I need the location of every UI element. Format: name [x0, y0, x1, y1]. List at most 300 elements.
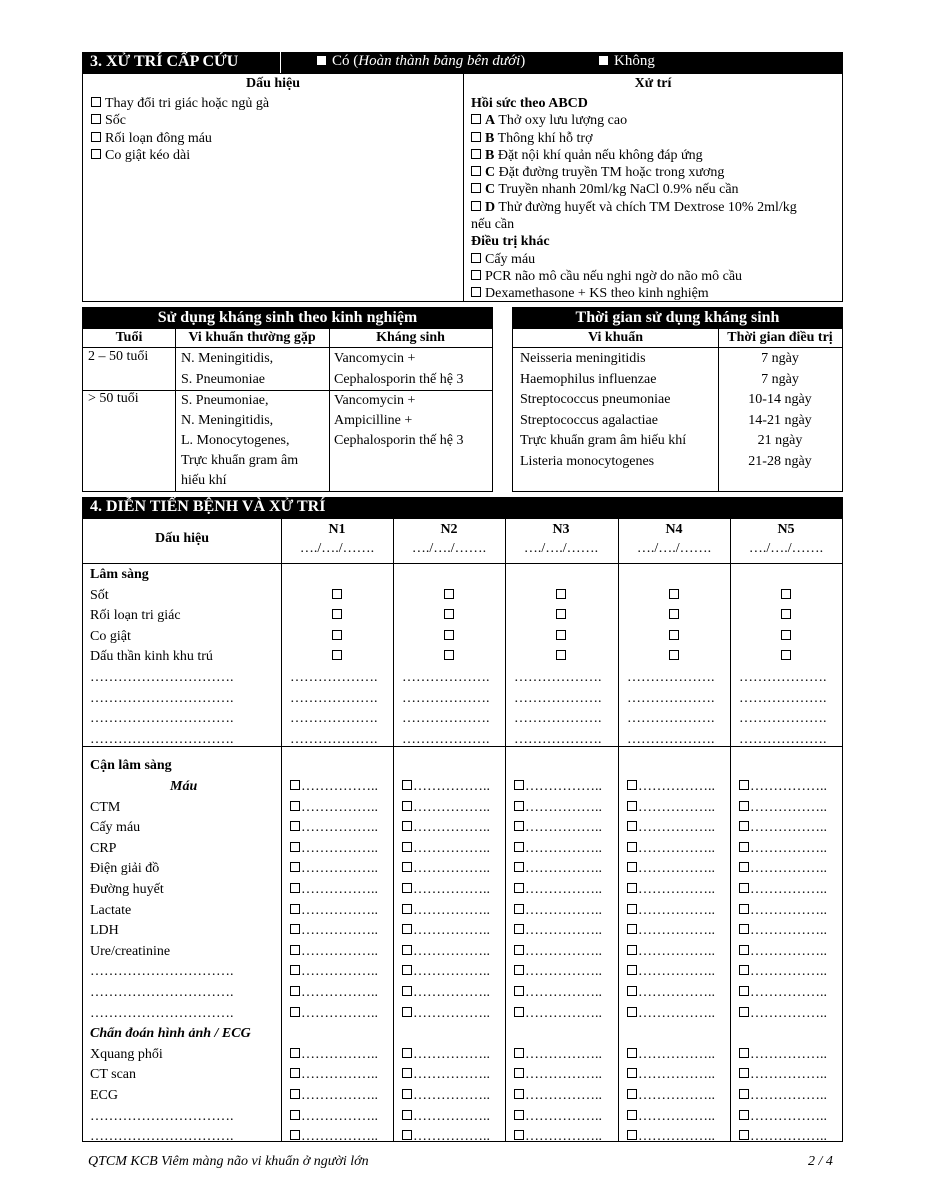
day-note-field[interactable]: ……………….	[627, 690, 715, 706]
day-result-field[interactable]	[627, 962, 715, 983]
result-blank[interactable]: ……………..	[525, 861, 602, 877]
result-blank[interactable]: ……………..	[301, 861, 378, 877]
day-note-field[interactable]: ……………….	[514, 711, 602, 727]
checkbox-icon[interactable]	[781, 589, 791, 599]
day-checkbox[interactable]	[393, 606, 505, 627]
day-result-field[interactable]	[627, 1127, 715, 1148]
checkbox-icon[interactable]	[332, 609, 342, 619]
checkbox-icon[interactable]	[514, 1110, 524, 1120]
checkbox-icon[interactable]	[471, 201, 481, 211]
day-result-field[interactable]	[739, 921, 827, 942]
checkbox-icon[interactable]	[739, 945, 749, 955]
day-result-field[interactable]	[290, 859, 378, 880]
day-note-field[interactable]: ……………….	[739, 711, 827, 727]
checkbox-icon[interactable]	[290, 924, 300, 934]
day-result-field[interactable]	[739, 1045, 827, 1066]
checkbox-icon[interactable]	[514, 1130, 524, 1140]
day-result-field[interactable]	[739, 880, 827, 901]
result-blank[interactable]: ……………..	[413, 902, 490, 918]
checkbox-icon[interactable]	[290, 945, 300, 955]
result-blank[interactable]: ……………..	[638, 923, 715, 939]
result-blank[interactable]: ……………..	[638, 964, 715, 980]
day-result-field[interactable]	[739, 1107, 827, 1128]
result-blank[interactable]: ……………..	[525, 902, 602, 918]
checkbox-icon[interactable]	[556, 630, 566, 640]
day-checkbox[interactable]	[393, 586, 505, 607]
result-blank[interactable]: ……………..	[413, 1088, 490, 1103]
abcd-item[interactable]	[471, 130, 797, 147]
checkbox-icon[interactable]	[471, 166, 481, 176]
day-result-field[interactable]	[290, 1107, 378, 1128]
day-result-field[interactable]	[627, 818, 715, 839]
result-blank[interactable]: ……………..	[525, 923, 602, 939]
checkbox-icon[interactable]	[627, 1110, 637, 1120]
checkbox-icon[interactable]	[514, 883, 524, 893]
date-input[interactable]: …./…./…….	[411, 541, 487, 556]
result-blank[interactable]: ……………..	[525, 882, 602, 897]
checkbox-icon[interactable]	[290, 1130, 300, 1140]
checkbox-icon[interactable]	[739, 1110, 749, 1120]
day-result-field[interactable]	[514, 901, 602, 922]
checkbox-icon[interactable]	[332, 630, 342, 640]
checkbox-icon[interactable]	[627, 904, 637, 914]
result-blank[interactable]: ……………..	[301, 882, 378, 897]
day-result-field[interactable]	[514, 1086, 602, 1107]
result-blank[interactable]: ……………..	[638, 985, 715, 1000]
result-blank[interactable]: ……………..	[413, 1046, 490, 1062]
checkbox-icon[interactable]	[669, 650, 679, 660]
day-note-field[interactable]: ……………….	[402, 711, 490, 727]
checkbox-icon[interactable]	[471, 253, 481, 263]
checkbox-icon[interactable]	[290, 862, 300, 872]
checkbox-icon[interactable]	[514, 780, 524, 790]
day-result-field[interactable]	[739, 777, 827, 798]
blank-sign-field[interactable]: ………………………….	[90, 670, 234, 685]
day-result-field[interactable]	[627, 1065, 715, 1086]
result-blank[interactable]: ……………..	[525, 1088, 602, 1103]
checkbox-icon[interactable]	[514, 945, 524, 955]
result-blank[interactable]: ……………..	[638, 820, 715, 836]
blank-sign-field[interactable]: ………………………….	[90, 690, 234, 706]
result-blank[interactable]: ……………..	[413, 882, 490, 897]
result-blank[interactable]: ……………..	[638, 1067, 715, 1083]
day-checkbox[interactable]	[730, 586, 842, 607]
date-input[interactable]: …./…./…….	[299, 541, 375, 556]
blank-lab-field[interactable]: ………………………….	[90, 964, 234, 980]
blank-sign-field[interactable]: ………………………….	[90, 711, 234, 727]
abcd-item[interactable]	[471, 112, 797, 129]
checkbox-icon[interactable]	[402, 945, 412, 955]
checkbox-icon[interactable]	[290, 965, 300, 975]
checkbox-icon[interactable]	[471, 114, 481, 124]
day-result-field[interactable]	[402, 818, 490, 839]
result-blank[interactable]: ……………..	[301, 902, 378, 918]
result-blank[interactable]: ……………..	[301, 779, 378, 794]
checkbox-icon[interactable]	[739, 821, 749, 831]
checkbox-icon[interactable]	[627, 1007, 637, 1017]
result-blank[interactable]: ……………..	[525, 820, 602, 836]
day-result-field[interactable]	[290, 1127, 378, 1148]
abcd-item[interactable]	[471, 147, 797, 164]
checkbox-icon[interactable]	[514, 1068, 524, 1078]
checkbox-icon[interactable]	[290, 1110, 300, 1120]
day-result-field[interactable]	[627, 839, 715, 860]
day-result-field[interactable]	[402, 942, 490, 963]
checkbox-icon[interactable]	[290, 1089, 300, 1099]
result-blank[interactable]: ……………..	[525, 1067, 602, 1083]
day-result-field[interactable]	[627, 1086, 715, 1107]
result-blank[interactable]: ……………..	[413, 1129, 490, 1145]
result-blank[interactable]: ……………..	[301, 964, 378, 980]
result-blank[interactable]: ……………..	[638, 1046, 715, 1062]
result-blank[interactable]: ……………..	[750, 799, 827, 815]
day-checkbox[interactable]	[730, 627, 842, 648]
checkbox-icon[interactable]	[332, 650, 342, 660]
day-checkbox[interactable]	[281, 647, 393, 668]
checkbox-icon[interactable]	[514, 1007, 524, 1017]
day-result-field[interactable]	[290, 1065, 378, 1086]
blank-imaging-field[interactable]: ………………………….	[90, 1108, 234, 1124]
day-result-field[interactable]	[402, 880, 490, 901]
day-result-field[interactable]	[290, 921, 378, 942]
checkbox-icon[interactable]	[627, 965, 637, 975]
day-result-field[interactable]	[627, 859, 715, 880]
blank-sign-field[interactable]: ………………………….	[90, 731, 234, 747]
result-blank[interactable]: ……………..	[301, 1067, 378, 1083]
checkbox-icon[interactable]	[332, 589, 342, 599]
result-blank[interactable]: ……………..	[413, 1067, 490, 1083]
day-note-field[interactable]: ……………….	[627, 711, 715, 727]
day-result-field[interactable]	[402, 1065, 490, 1086]
result-blank[interactable]: ……………..	[638, 1108, 715, 1124]
result-blank[interactable]: ……………..	[638, 902, 715, 918]
result-blank[interactable]: ……………..	[301, 1005, 378, 1021]
date-input[interactable]: …./…./…….	[636, 541, 712, 556]
day-result-field[interactable]	[402, 921, 490, 942]
day-checkbox[interactable]	[505, 586, 617, 607]
day-checkbox[interactable]	[618, 606, 730, 627]
result-blank[interactable]: ……………..	[750, 861, 827, 877]
day-result-field[interactable]	[514, 777, 602, 798]
blank-imaging-field[interactable]: ………………………….	[90, 1129, 234, 1145]
checkbox-icon[interactable]	[402, 1068, 412, 1078]
day-checkbox[interactable]	[730, 606, 842, 627]
result-blank[interactable]: ……………..	[413, 964, 490, 980]
day-result-field[interactable]	[290, 818, 378, 839]
result-blank[interactable]: ……………..	[638, 779, 715, 794]
result-blank[interactable]: ……………..	[525, 840, 602, 856]
day-checkbox[interactable]	[281, 586, 393, 607]
checkbox-icon[interactable]	[514, 1048, 524, 1058]
day-result-field[interactable]	[627, 777, 715, 798]
checkbox-icon[interactable]	[556, 650, 566, 660]
day-result-field[interactable]	[290, 983, 378, 1004]
checkbox-icon[interactable]	[402, 1130, 412, 1140]
day-result-field[interactable]	[627, 1107, 715, 1128]
day-note-field[interactable]: ……………….	[514, 731, 602, 747]
checkbox-icon[interactable]	[290, 821, 300, 831]
checkbox-icon[interactable]	[627, 1089, 637, 1099]
other-item[interactable]	[471, 285, 797, 302]
day-result-field[interactable]	[514, 1045, 602, 1066]
result-blank[interactable]: ……………..	[750, 820, 827, 836]
day-result-field[interactable]	[514, 1127, 602, 1148]
result-blank[interactable]: ……………..	[750, 840, 827, 856]
day-note-field[interactable]: ……………….	[290, 670, 378, 685]
day-result-field[interactable]	[627, 798, 715, 819]
day-result-field[interactable]	[402, 901, 490, 922]
checkbox-icon[interactable]	[402, 780, 412, 790]
checkbox-icon[interactable]	[290, 1007, 300, 1017]
checkbox-icon[interactable]	[739, 965, 749, 975]
checkbox-icon[interactable]	[739, 1007, 749, 1017]
checkbox-icon[interactable]	[739, 1048, 749, 1058]
checkbox-icon[interactable]	[669, 609, 679, 619]
day-result-field[interactable]	[402, 777, 490, 798]
result-blank[interactable]: ……………..	[638, 1129, 715, 1145]
result-blank[interactable]: ……………..	[301, 1108, 378, 1124]
day-result-field[interactable]	[739, 1127, 827, 1148]
checkbox-icon[interactable]	[290, 883, 300, 893]
result-blank[interactable]: ……………..	[750, 902, 827, 918]
result-blank[interactable]: ……………..	[413, 985, 490, 1000]
checkbox-icon[interactable]	[739, 801, 749, 811]
day-checkbox[interactable]	[505, 627, 617, 648]
result-blank[interactable]: ……………..	[413, 840, 490, 856]
result-blank[interactable]: ……………..	[750, 943, 827, 959]
checkbox-icon[interactable]	[739, 780, 749, 790]
checkbox-icon[interactable]	[290, 801, 300, 811]
day-note-field[interactable]: ……………….	[402, 690, 490, 706]
checkbox-icon[interactable]	[444, 609, 454, 619]
result-blank[interactable]: ……………..	[750, 1088, 827, 1103]
abcd-item[interactable]	[471, 199, 797, 216]
day-result-field[interactable]	[627, 983, 715, 1004]
checkbox-icon[interactable]	[739, 883, 749, 893]
checkbox-icon[interactable]	[91, 114, 101, 124]
day-checkbox[interactable]	[730, 647, 842, 668]
checkbox-icon[interactable]	[444, 589, 454, 599]
result-blank[interactable]: ……………..	[638, 943, 715, 959]
day-result-field[interactable]	[514, 1107, 602, 1128]
result-blank[interactable]: ……………..	[750, 985, 827, 1000]
checkbox-icon[interactable]	[402, 1048, 412, 1058]
day-result-field[interactable]	[739, 859, 827, 880]
checkbox-icon[interactable]	[471, 183, 481, 193]
result-blank[interactable]: ……………..	[638, 861, 715, 877]
result-blank[interactable]: ……………..	[525, 964, 602, 980]
result-blank[interactable]: ……………..	[750, 1129, 827, 1145]
abcd-item[interactable]	[471, 164, 797, 181]
abcd-item[interactable]	[471, 181, 797, 198]
checkbox-icon[interactable]	[290, 780, 300, 790]
day-result-field[interactable]	[402, 859, 490, 880]
day-result-field[interactable]	[739, 798, 827, 819]
checkbox-icon[interactable]	[471, 132, 481, 142]
day-result-field[interactable]	[739, 1065, 827, 1086]
checkbox-icon[interactable]	[91, 97, 101, 107]
checkbox-icon[interactable]	[627, 842, 637, 852]
day-note-field[interactable]: ……………….	[290, 690, 378, 706]
result-blank[interactable]: ……………..	[301, 1088, 378, 1103]
checkbox-icon[interactable]	[739, 1089, 749, 1099]
checkbox-icon[interactable]	[402, 801, 412, 811]
checkbox-icon[interactable]	[471, 287, 481, 297]
checkbox-icon[interactable]	[444, 630, 454, 640]
result-blank[interactable]: ……………..	[413, 1108, 490, 1124]
day-result-field[interactable]	[739, 1004, 827, 1025]
checkbox-icon[interactable]	[627, 1068, 637, 1078]
checkbox-icon[interactable]	[402, 986, 412, 996]
day-result-field[interactable]	[739, 901, 827, 922]
checkbox-icon[interactable]	[739, 842, 749, 852]
day-checkbox[interactable]	[281, 627, 393, 648]
day-result-field[interactable]	[402, 1004, 490, 1025]
day-note-field[interactable]: ……………….	[739, 690, 827, 706]
result-blank[interactable]: ……………..	[638, 840, 715, 856]
result-blank[interactable]: ……………..	[750, 779, 827, 794]
day-note-field[interactable]: ……………….	[627, 731, 715, 747]
day-result-field[interactable]	[739, 962, 827, 983]
day-note-field[interactable]: ……………….	[290, 731, 378, 747]
result-blank[interactable]: ……………..	[638, 882, 715, 897]
day-note-field[interactable]: ……………….	[739, 670, 827, 685]
day-result-field[interactable]	[290, 1086, 378, 1107]
day-result-field[interactable]	[514, 1065, 602, 1086]
yes-checkbox-icon[interactable]	[317, 56, 326, 65]
day-result-field[interactable]	[290, 798, 378, 819]
day-note-field[interactable]: ……………….	[290, 711, 378, 727]
day-result-field[interactable]	[627, 942, 715, 963]
result-blank[interactable]: ……………..	[525, 1129, 602, 1145]
result-blank[interactable]: ……………..	[301, 1129, 378, 1145]
day-note-field[interactable]: ……………….	[402, 670, 490, 685]
day-result-field[interactable]	[402, 1086, 490, 1107]
result-blank[interactable]: ……………..	[413, 923, 490, 939]
checkbox-icon[interactable]	[402, 1089, 412, 1099]
day-result-field[interactable]	[402, 839, 490, 860]
checkbox-icon[interactable]	[290, 986, 300, 996]
result-blank[interactable]: ……………..	[750, 1005, 827, 1021]
day-result-field[interactable]	[739, 818, 827, 839]
result-blank[interactable]: ……………..	[750, 1067, 827, 1083]
result-blank[interactable]: ……………..	[525, 1046, 602, 1062]
checkbox-icon[interactable]	[402, 1110, 412, 1120]
checkbox-icon[interactable]	[627, 883, 637, 893]
result-blank[interactable]: ……………..	[413, 1005, 490, 1021]
checkbox-icon[interactable]	[471, 149, 481, 159]
result-blank[interactable]: ……………..	[413, 943, 490, 959]
result-blank[interactable]: ……………..	[301, 943, 378, 959]
day-result-field[interactable]	[739, 983, 827, 1004]
checkbox-icon[interactable]	[627, 862, 637, 872]
day-result-field[interactable]	[514, 1004, 602, 1025]
checkbox-icon[interactable]	[556, 589, 566, 599]
day-result-field[interactable]	[627, 1045, 715, 1066]
checkbox-icon[interactable]	[402, 924, 412, 934]
checkbox-icon[interactable]	[627, 924, 637, 934]
day-result-field[interactable]	[402, 983, 490, 1004]
checkbox-icon[interactable]	[627, 821, 637, 831]
day-note-field[interactable]: ……………….	[402, 731, 490, 747]
sign-item[interactable]	[91, 112, 269, 129]
checkbox-icon[interactable]	[402, 965, 412, 975]
day-result-field[interactable]	[514, 859, 602, 880]
day-checkbox[interactable]	[393, 647, 505, 668]
date-input[interactable]: …./…./…….	[523, 541, 599, 556]
result-blank[interactable]: ……………..	[301, 923, 378, 939]
result-blank[interactable]: ……………..	[750, 1046, 827, 1062]
result-blank[interactable]: ……………..	[750, 964, 827, 980]
checkbox-icon[interactable]	[627, 1130, 637, 1140]
checkbox-icon[interactable]	[290, 1048, 300, 1058]
result-blank[interactable]: ……………..	[301, 820, 378, 836]
result-blank[interactable]: ……………..	[413, 779, 490, 794]
checkbox-icon[interactable]	[290, 1068, 300, 1078]
checkbox-icon[interactable]	[627, 780, 637, 790]
checkbox-icon[interactable]	[514, 801, 524, 811]
day-note-field[interactable]: ……………….	[514, 670, 602, 685]
result-blank[interactable]: ……………..	[750, 923, 827, 939]
checkbox-icon[interactable]	[514, 862, 524, 872]
checkbox-icon[interactable]	[781, 630, 791, 640]
checkbox-icon[interactable]	[627, 801, 637, 811]
result-blank[interactable]: ……………..	[525, 943, 602, 959]
result-blank[interactable]: ……………..	[525, 1005, 602, 1021]
day-checkbox[interactable]	[618, 627, 730, 648]
checkbox-icon[interactable]	[739, 924, 749, 934]
day-result-field[interactable]	[514, 962, 602, 983]
checkbox-icon[interactable]	[402, 883, 412, 893]
option-yes[interactable]	[317, 53, 525, 70]
day-result-field[interactable]	[402, 1107, 490, 1128]
checkbox-icon[interactable]	[739, 986, 749, 996]
checkbox-icon[interactable]	[290, 842, 300, 852]
day-result-field[interactable]	[514, 921, 602, 942]
day-result-field[interactable]	[514, 942, 602, 963]
day-result-field[interactable]	[290, 1004, 378, 1025]
option-no[interactable]	[599, 53, 655, 70]
day-result-field[interactable]	[514, 798, 602, 819]
day-result-field[interactable]	[627, 921, 715, 942]
day-result-field[interactable]	[290, 942, 378, 963]
day-note-field[interactable]: ……………….	[514, 690, 602, 706]
result-blank[interactable]: ……………..	[413, 820, 490, 836]
day-checkbox[interactable]	[618, 586, 730, 607]
checkbox-icon[interactable]	[514, 821, 524, 831]
date-input[interactable]: …./…./…….	[748, 541, 824, 556]
checkbox-icon[interactable]	[290, 904, 300, 914]
day-checkbox[interactable]	[281, 606, 393, 627]
day-result-field[interactable]	[627, 880, 715, 901]
result-blank[interactable]: ……………..	[301, 840, 378, 856]
sign-item[interactable]	[91, 130, 269, 147]
day-result-field[interactable]	[627, 901, 715, 922]
checkbox-icon[interactable]	[402, 862, 412, 872]
day-result-field[interactable]	[514, 983, 602, 1004]
day-result-field[interactable]	[739, 1086, 827, 1107]
result-blank[interactable]: ……………..	[638, 1088, 715, 1103]
checkbox-icon[interactable]	[739, 1068, 749, 1078]
checkbox-icon[interactable]	[514, 1089, 524, 1099]
checkbox-icon[interactable]	[402, 904, 412, 914]
sign-item[interactable]	[91, 95, 269, 112]
result-blank[interactable]: ……………..	[301, 799, 378, 815]
day-result-field[interactable]	[627, 1004, 715, 1025]
no-checkbox-icon[interactable]	[599, 56, 608, 65]
checkbox-icon[interactable]	[739, 904, 749, 914]
checkbox-icon[interactable]	[627, 1048, 637, 1058]
